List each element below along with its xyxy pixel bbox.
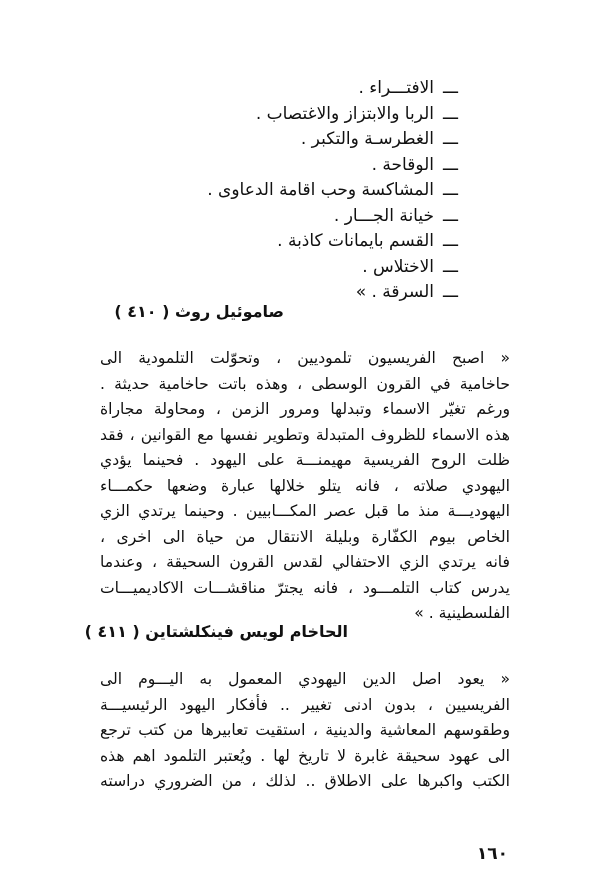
text-line: الكتب واكبرها على الاطلاق .. لذلك ، من الضروري دراسته bbox=[100, 772, 510, 790]
list-item-text: الافتـــراء . bbox=[358, 78, 434, 98]
list-dash: ـــ bbox=[443, 205, 458, 226]
text-line: الفلسطينية . » bbox=[414, 604, 510, 622]
list-dash: ـــ bbox=[443, 78, 458, 98]
text-line: ورغم تغيّر الاسماء وتبدلها ومرور الزمن ، ومحاولة مجاراة bbox=[100, 400, 510, 418]
text-line: اليهوديـــة منذ ما قبل عصر المكـــابيين . وحينما يرتدي الزي bbox=[100, 502, 510, 520]
text-line: « يعود اصل الدين اليهودي المعمول به اليـــوم الى bbox=[100, 670, 510, 688]
list-item-text: خيانة الجـــار . bbox=[333, 205, 434, 226]
list-item bbox=[98, 204, 458, 230]
list-item bbox=[98, 102, 458, 128]
vices-list bbox=[98, 76, 458, 306]
text-line: ظلت الروح الفريسية مهيمنـــة على اليهود . فحينما يؤدي bbox=[100, 451, 510, 469]
text-line: الفريسيين ، بدون ادنى تغيير .. فأفكار اليهود الرئيسيـــة bbox=[100, 695, 510, 714]
author-name: صاموئيل روث bbox=[174, 302, 284, 321]
quote-paragraph-finkelstein bbox=[100, 667, 510, 795]
text-line: يدرس كتاب التلمـــود ، فانه يجترّ مناقشـــات الاكاديميـــات bbox=[100, 578, 510, 597]
list-item-text: الوقاحة . bbox=[371, 154, 434, 175]
page-number: ١٦٠ bbox=[476, 844, 508, 864]
list-item-text: الاختلاس . bbox=[362, 256, 434, 277]
list-item bbox=[98, 153, 458, 179]
text-line: فانه يرتدي الزي الاحتفالي لقدس القرون السحيقة ، وعندما bbox=[100, 553, 510, 571]
section-heading-roth bbox=[86, 302, 284, 321]
section-heading-finkelstein bbox=[57, 622, 348, 641]
list-dash: ـــ bbox=[443, 129, 458, 149]
list-item bbox=[98, 229, 458, 255]
text-line: اليهودي صلاته ، فانه يتلو خلالها عبارة وضعها حكمـــاء bbox=[100, 476, 510, 495]
text-line: « اصبح الفريسيون تلموديين ، وتحوّلت التلمودية الى bbox=[100, 349, 510, 367]
text-line: الخاص بيوم الكفّارة وبليلة الانتقال من حياة الى اخرى ، bbox=[100, 527, 510, 546]
list-item-text: القسم بايمانات كاذبة . bbox=[277, 231, 434, 251]
text-line: هذه الاسماء للظروف المتبدلة وتطوير نفسها مع القوانين ، فقد bbox=[100, 425, 510, 444]
list-dash: ـــ bbox=[443, 231, 458, 251]
list-item-text: السرقة . » bbox=[355, 282, 434, 302]
text-line: وطقوسهم المعاشية والدينية ، استقيت تعابيرها من كتب ترجع bbox=[100, 721, 510, 739]
author-name: الحاخام لويس فينكلشتاين bbox=[145, 622, 348, 641]
list-item-text: المشاكسة وحب اقامة الدعاوى . bbox=[207, 180, 434, 200]
reference-number: ( ٤١٠ ) bbox=[114, 302, 170, 321]
list-item bbox=[98, 178, 458, 204]
list-item bbox=[98, 127, 458, 153]
list-dash: ـــ bbox=[443, 103, 458, 124]
quote-paragraph-roth bbox=[100, 346, 510, 627]
list-item-text: الغطرسـة والتكبر . bbox=[300, 129, 434, 149]
text-line: الى عهود سحيقة غابرة لا تاريخ لها . ويُعتبر التلمود اهم هذه bbox=[100, 746, 510, 765]
list-dash: ـــ bbox=[443, 154, 458, 175]
reference-number: ( ٤١١ ) bbox=[84, 622, 140, 641]
list-item bbox=[98, 255, 458, 281]
list-dash: ـــ bbox=[443, 256, 458, 277]
text-line: حاخامية في القرون الوسطى ، وهذه باتت حاخامية حديثة . bbox=[100, 374, 510, 393]
list-item bbox=[98, 76, 458, 102]
list-item-text: الربا والابتزاز والاغتصاب . bbox=[255, 103, 434, 124]
list-dash: ـــ bbox=[443, 180, 458, 200]
list-dash: ـــ bbox=[443, 282, 458, 302]
